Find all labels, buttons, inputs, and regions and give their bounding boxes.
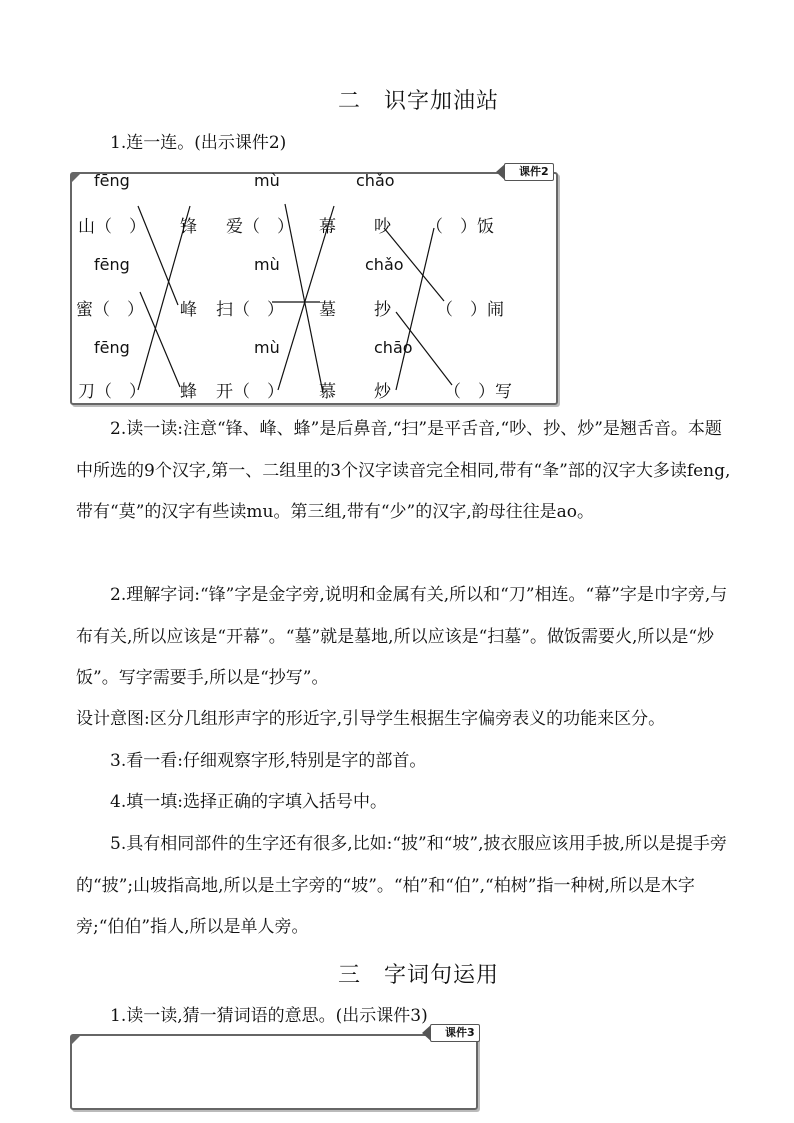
paragraph-fill: 4.填一填:选择正确的字填入括号中。 — [110, 792, 387, 812]
match-line-ai-mu — [285, 204, 323, 393]
left-item-3: 刀（ ） — [78, 382, 146, 402]
match-line-chao-xie — [396, 312, 452, 385]
paragraph-read: 2.读一读:注意“锋、峰、蜂”是后鼻音,“扫”是平舌音,“吵、抄、炒”是翘舌音。本题中所选的9个汉字,第一、二组里的3个汉字读音完全相同,带有“夆”部的汉字大多读feng,带有“莫”的汉字有些读mu。第三组,带有“少”的汉字,韵母往往是ao。 — [76, 419, 731, 522]
right-char-3: 炒 — [374, 382, 391, 402]
left-item-1: 山（ ） — [78, 217, 146, 237]
left-char-3: 蜂 — [180, 382, 197, 402]
mid-item-1: 爱（ ） — [226, 217, 294, 237]
pinyin-mid-2: mù — [254, 255, 280, 274]
match-line-mi-feng — [140, 292, 180, 387]
paragraph-look: 3.看一看:仔细观察字形,特别是字的部首。 — [110, 751, 427, 771]
paragraph-more: 5.具有相同部件的生字还有很多,比如:“披”和“坡”,披衣服应该用手披,所以是提手旁的“披”;山坡指高地,所以是土字旁的“坡”。“柏”和“伯”,“柏树”指一种树,所以是木字旁;“伯伯”指人,所以是单人旁。 — [76, 834, 727, 937]
section-title-2: 二 识字加油站 — [338, 89, 500, 114]
left-char-2: 峰 — [180, 300, 197, 320]
right-item-2: （ ）闹 — [436, 300, 504, 320]
mid-char-3: 慕 — [319, 382, 336, 402]
pinyin-left-3: fēng — [94, 338, 130, 357]
exercise-1-heading: 1.连一连。(出示课件2) — [110, 133, 287, 153]
left-item-2: 蜜（ ） — [76, 300, 144, 320]
pinyin-mid-1: mù — [254, 171, 280, 190]
match-line-dao-feng — [138, 206, 190, 390]
courseware-box-3 — [70, 1034, 478, 1110]
mid-item-2: 扫（ ） — [216, 300, 284, 320]
pinyin-right-1: chǎo — [356, 171, 395, 190]
corner-mark — [72, 1036, 80, 1044]
mid-char-1: 幕 — [319, 217, 336, 237]
paragraph-understand: 2.理解字词:“锋”字是金字旁,说明和金属有关,所以和“刀”相连。“幕”字是巾字旁,与布有关,所以应该是“开幕”。“墓”就是墓地,所以应该是“扫墓”。做饭需要火,所以是“炒饭”。写字需要手,所以是“抄写”。 — [76, 585, 728, 688]
pinyin-left-2: fēng — [94, 255, 130, 274]
pinyin-mid-3: mù — [254, 338, 280, 357]
right-item-1: （ ）饭 — [426, 217, 494, 237]
mid-item-3: 开（ ） — [216, 382, 284, 402]
pinyin-right-3: chāo — [374, 338, 413, 357]
match-line-kai-mu — [278, 206, 334, 390]
right-char-1: 吵 — [374, 217, 391, 237]
match-line-chao-fan — [396, 228, 434, 390]
match-line-shan-feng — [138, 206, 178, 305]
pinyin-left-1: fēng — [94, 171, 130, 190]
right-char-2: 抄 — [374, 300, 391, 320]
right-item-3: （ ）写 — [444, 382, 512, 402]
pinyin-right-2: chǎo — [365, 255, 404, 274]
section-title-3: 三 字词句运用 — [338, 963, 500, 988]
mid-char-2: 墓 — [319, 300, 336, 320]
exercise-3-1-heading: 1.读一读,猜一猜词语的意思。(出示课件3) — [110, 1006, 428, 1026]
courseware-badge-2: 课件2 — [504, 163, 554, 181]
match-line-chao-nao — [384, 228, 444, 301]
paragraph-design-intent: 设计意图:区分几组形声字的形近字,引导学生根据生字偏旁表义的功能来区分。 — [76, 709, 666, 729]
left-char-1: 锋 — [180, 217, 197, 237]
courseware-badge-3: 课件3 — [430, 1024, 480, 1042]
